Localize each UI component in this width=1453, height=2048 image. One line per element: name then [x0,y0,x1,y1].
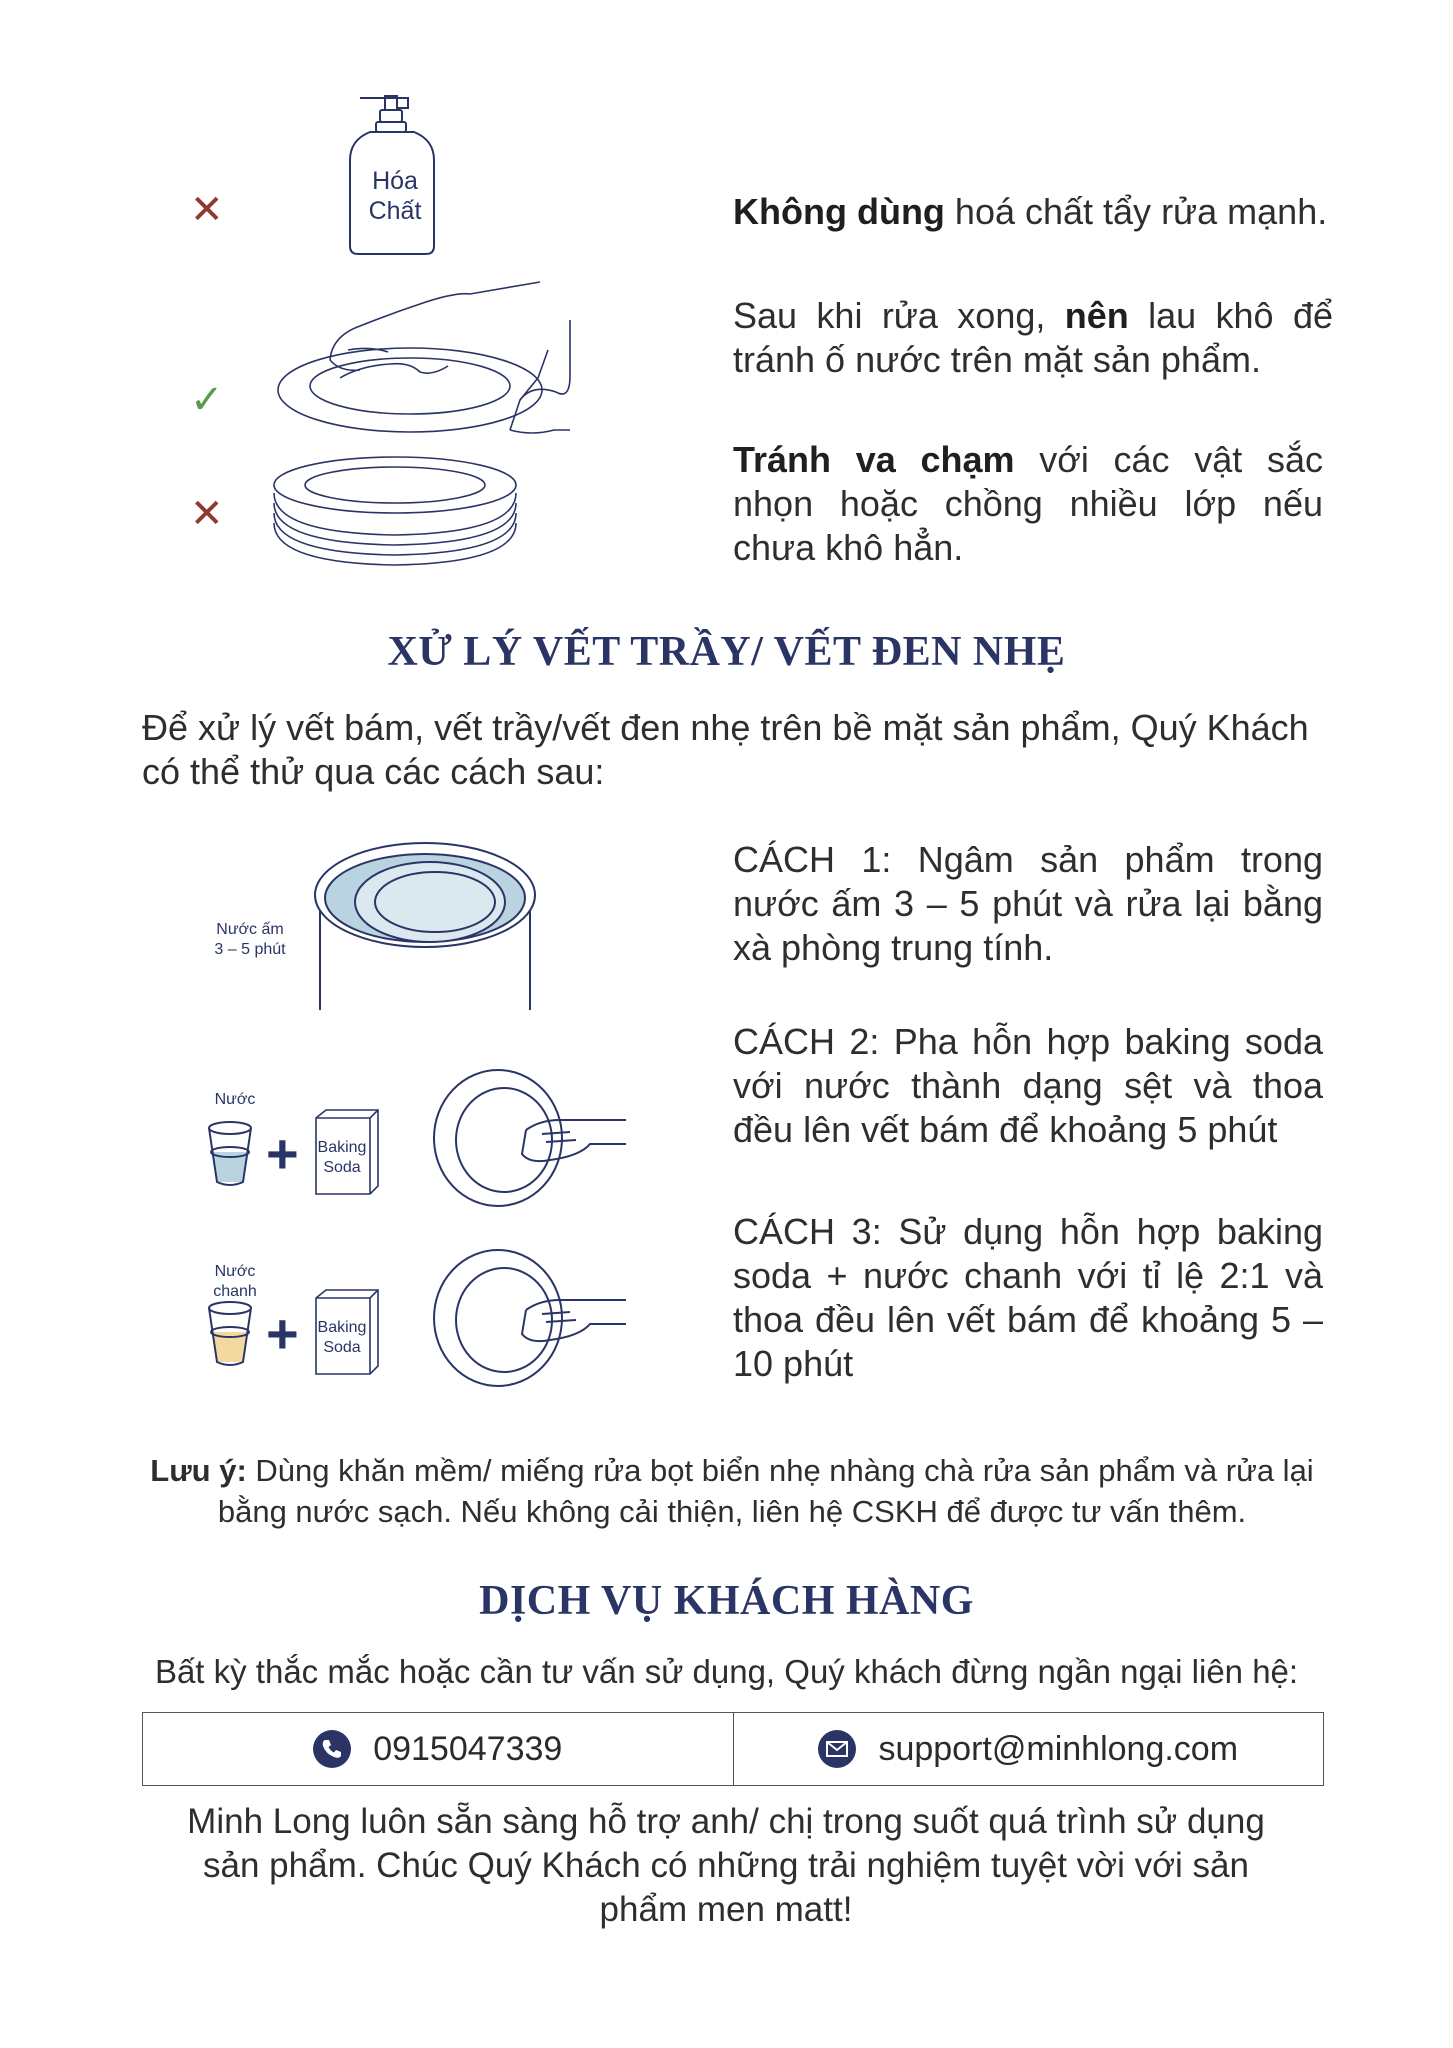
warm-water-label [200,920,300,960]
tip-text-2 [733,294,1333,382]
warm-time-text: 3 – 5 phút [214,941,286,958]
method-2-text: CÁCH 2: Pha hỗn hợp baking soda với nước thành dạng sệt và thoa đều lên vết bám để khoảng 5 phút [733,1021,1323,1150]
email-cell[interactable] [733,1713,1324,1785]
tip-bold: Tránh va chạm [733,439,1015,480]
tip-text-1 [733,190,1333,234]
water-label: Nước [214,1091,256,1108]
check-icon: ✓ [190,377,224,423]
baking-text: Baking [317,1139,367,1156]
method-3-text: CÁCH 3: Sử dụng hỗn hợp baking soda + nước chanh với tỉ lệ 2:1 và thoa đều lên vết bám để khoảng 5 – 10 phút [733,1211,1323,1384]
note-label: Lưu ý: [150,1453,247,1488]
lemon-water-text2: chanh [213,1283,257,1300]
soda-text: Soda [323,1339,361,1356]
warm-water-text: Nước ấm [216,921,284,938]
tip-rest: lau khô để tránh ố nước trên mặt sản phẩm. [733,295,1333,380]
tip-bold: nên [1064,295,1129,336]
tip-rest: với các vật sắc nhọn hoặc chồng nhiều lớp nếu chưa khô hẳn. [733,439,1323,568]
soda-text: Soda [323,1159,361,1176]
phone-cell[interactable] [143,1713,733,1785]
phone-number[interactable]: 0915047339 [373,1729,563,1768]
tip-rest: hoá chất tẩy rửa mạnh. [944,191,1328,232]
lemon-water-label [200,1262,270,1302]
soaking-bowl-illustration [300,840,550,1015]
lemon-water-text1: Nước [214,1263,256,1280]
plate-rubbing-illustration [430,1060,630,1210]
water-glass-illustration [205,1118,255,1188]
section-title-customer-service: DỊCH VỤ KHÁCH HÀNG [479,1578,974,1624]
email-address[interactable]: support@minhlong.com [878,1729,1239,1768]
lemon-glass-illustration [205,1298,255,1368]
plus-icon: + [266,1122,299,1185]
closing-message: Minh Long luôn sẵn sàng hỗ trợ anh/ chị trong suốt quá trình sử dụng sản phẩm. Chúc Quý Khách có những trải nghiệm tuyệt vời với sản phẩm men matt! [187,1802,1265,1929]
cross-icon: ✕ [190,491,224,537]
method-1-text: CÁCH 1: Ngâm sản phẩm trong nước ấm 3 – 5 phút và rửa lại bằng xà phòng trung tính. [733,839,1323,968]
note [142,1450,1322,1532]
customer-service-intro: Bất kỳ thắc mắc hoặc cần tư vấn sử dụng, Quý khách đừng ngần ngại liên hệ: [154,1653,1299,1690]
baking-text: Baking [317,1319,367,1336]
baking-soda-box [314,1288,380,1376]
chemical-bottle-illustration [340,88,450,258]
plate-wiping-illustration [270,280,590,450]
section1-intro: Để xử lý vết bám, vết trầy/vết đen nhẹ trên bề mặt sản phẩm, Quý Khách có thể thử qua các cách sau: [142,707,1309,792]
stacked-plates-illustration [270,455,520,575]
baking-soda-box [314,1108,380,1196]
plate-rubbing-illustration [430,1240,630,1390]
email-icon [818,1730,856,1768]
tip-text-3 [733,438,1323,570]
bottle-label-line2: Chất [368,197,422,225]
tip-bold: Không dùng [733,191,945,232]
note-text: Dùng khăn mềm/ miếng rửa bọt biển nhẹ nhàng chà rửa sản phẩm và rửa lại bằng nước sạch. Nếu không cải thiện, liên hệ CSKH để được tư vấn thêm. [217,1453,1314,1529]
phone-icon [313,1730,351,1768]
contact-table [142,1712,1324,1786]
plus-icon: + [266,1302,299,1365]
section-title-scratch: XỬ LÝ VẾT TRẦY/ VẾT ĐEN NHẸ [387,629,1066,675]
tip-pre: Sau khi rửa xong, [733,295,1065,336]
bottle-label-line1: Hóa [372,167,418,195]
cross-icon: ✕ [190,187,224,233]
